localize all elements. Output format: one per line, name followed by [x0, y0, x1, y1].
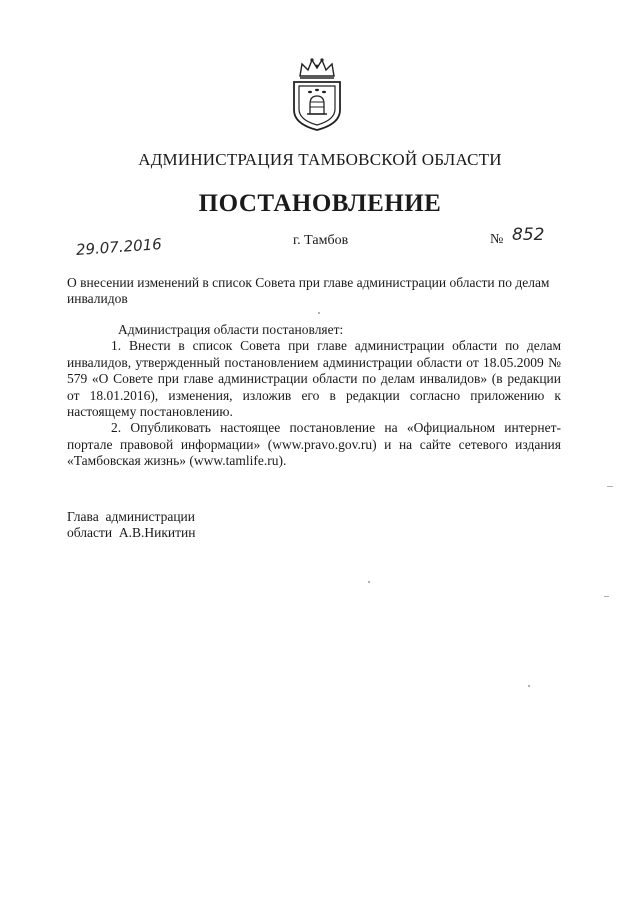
scan-speck — [318, 312, 320, 314]
signature-block — [67, 509, 196, 541]
signature-line-2: области А.В.Никитин — [67, 525, 196, 540]
body-item-1: 1. Внести в список Совета при главе администрации области по делам инвалидов, утвержденный постановлением администрации области от 18.05.2009 № 579 «О Совете при главе администрации области по делам инвалидов» (в редакции от 18.01.2016), изменения, изложив его в редакции согласно приложению к настоящему постановлению. — [67, 338, 561, 420]
document-number-label: № — [490, 232, 504, 247]
document-body — [67, 322, 561, 470]
document-city: г. Тамбов — [293, 233, 349, 248]
tambov-coat-of-arms-icon — [288, 56, 346, 132]
body-intro: Администрация области постановляет: — [118, 322, 344, 337]
signature-line-1: Глава администрации — [67, 509, 196, 524]
scan-speck — [528, 685, 530, 687]
body-item-2: 2. Опубликовать настоящее постановление на «Официальном интернет-портале правовой информации» (www.pravo.gov.ru) и на сайте сетевого издания «Тамбовская жизнь» (www.tamlife.ru). — [67, 420, 561, 469]
organization-name: АДМИНИСТРАЦИЯ ТАМБОВСКОЙ ОБЛАСТИ — [138, 150, 502, 169]
scan-speck — [604, 596, 609, 597]
scan-speck — [368, 581, 370, 583]
document-subject: О внесении изменений в список Совета при главе администрации области по делам инвалидов — [67, 275, 550, 306]
document-type-title: ПОСТАНОВЛЕНИЕ — [198, 190, 442, 217]
scan-speck — [607, 486, 613, 487]
document-number: 852 — [512, 225, 545, 245]
document-date: 29.07.2016 — [75, 235, 163, 259]
